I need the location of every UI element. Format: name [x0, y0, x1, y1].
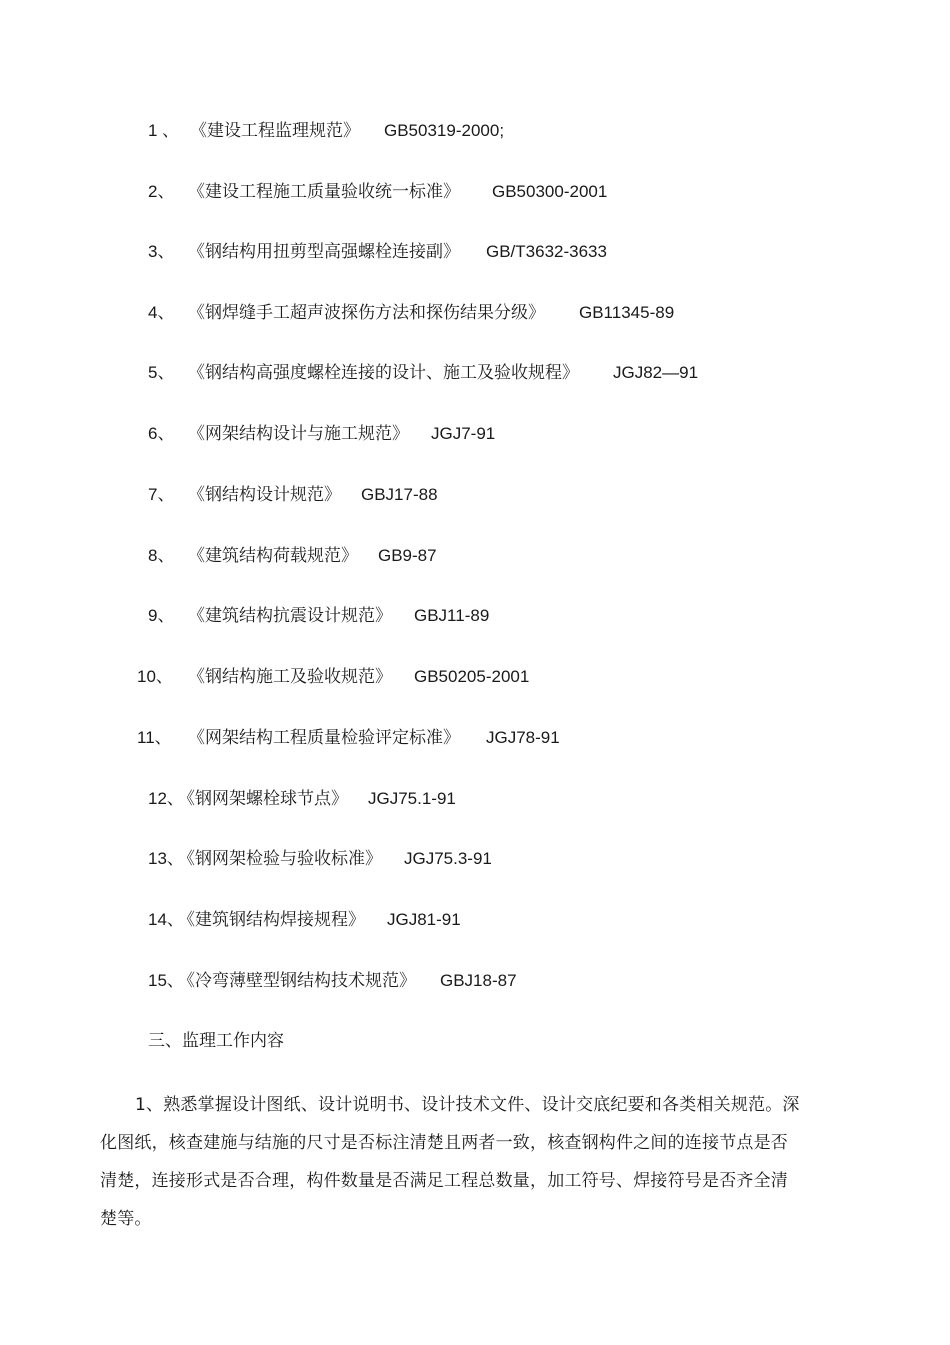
reference-item-4: [148, 298, 674, 328]
reference-code: GB50319-2000;: [384, 121, 505, 140]
reference-item-12: [148, 784, 456, 814]
reference-item-6: [148, 419, 495, 449]
reference-number: 8、: [148, 546, 175, 565]
reference-number: 4、: [148, 303, 175, 322]
reference-number: 12、: [148, 789, 184, 808]
reference-number: 5、: [148, 363, 175, 382]
reference-code: JGJ82—91: [613, 363, 699, 382]
reference-code: JGJ78-91: [486, 728, 560, 747]
reference-code: GB9-87: [378, 546, 437, 565]
reference-number: 3、: [148, 242, 175, 261]
reference-title: 《网架结构设计与施工规范》: [188, 424, 409, 444]
reference-number: 14、: [148, 910, 184, 929]
reference-title: 《钢结构用扭剪型高强螺栓连接副》: [188, 242, 460, 262]
reference-number: 1 、: [148, 121, 180, 140]
reference-code: GB/T3632-3633: [486, 242, 607, 261]
reference-code: GBJ17-88: [361, 485, 438, 504]
section-heading: 三、监理工作内容: [148, 1031, 284, 1051]
reference-item-7: [148, 480, 438, 510]
reference-title: 《建设工程施工质量验收统一标准》: [188, 182, 460, 202]
body-paragraph: 1、熟悉掌握设计图纸、设计说明书、设计技术文件、设计交底纪要和各类相关规范。深化图纸，核查建施与结施的尺寸是否标注清楚且两者一致，核查钢构件之间的连接节点是否清楚，连接形式是否合理，构件数量是否满足工程总数量，加工符号、焊接符号是否齐全清楚等。: [100, 1095, 800, 1229]
reference-title: 《建筑结构抗震设计规范》: [188, 606, 392, 626]
reference-item-13: [148, 844, 492, 874]
reference-number: 7、: [148, 485, 175, 504]
reference-item-15: [148, 966, 517, 996]
reference-number: 13、: [148, 849, 184, 868]
reference-number: 6、: [148, 424, 175, 443]
reference-title: 《建设工程监理规范》: [190, 121, 360, 141]
reference-title: 《钢焊缝手工超声波探伤方法和探伤结果分级》: [188, 303, 545, 323]
reference-item-1: [148, 116, 504, 146]
reference-code: GB50300-2001: [492, 182, 608, 201]
reference-title: 《钢结构高强度螺栓连接的设计、施工及验收规程》: [188, 363, 579, 383]
reference-item-8: [148, 541, 437, 571]
reference-title: 《建筑钢结构焊接规程》: [178, 910, 365, 930]
reference-code: JGJ75.1-91: [368, 789, 456, 808]
reference-item-5: [148, 358, 698, 388]
reference-number: 15、: [148, 971, 184, 990]
reference-number: 2、: [148, 182, 175, 201]
reference-item-2: [148, 177, 607, 207]
reference-title: 《钢结构设计规范》: [188, 485, 341, 505]
reference-title: 《钢网架螺栓球节点》: [178, 789, 348, 809]
reference-code: GB50205-2001: [414, 667, 530, 686]
reference-item-9: [148, 601, 489, 631]
reference-item-10: [137, 662, 529, 692]
reference-code: GB11345-89: [579, 303, 675, 322]
reference-title: 《建筑结构荷载规范》: [188, 546, 358, 566]
reference-code: JGJ81-91: [387, 910, 461, 929]
reference-title: 《钢网架检验与验收标准》: [178, 849, 382, 869]
reference-code: GBJ18-87: [440, 971, 517, 990]
reference-item-3: [148, 237, 607, 267]
reference-code: GBJ11-89: [414, 606, 490, 625]
reference-code: JGJ7-91: [431, 424, 496, 443]
reference-item-14: [148, 905, 461, 935]
reference-number: 11、: [137, 728, 172, 747]
reference-number: 9、: [148, 606, 175, 625]
reference-title: 《钢结构施工及验收规范》: [188, 667, 392, 687]
reference-title: 《冷弯薄壁型钢结构技术规范》: [178, 971, 416, 991]
reference-title: 《网架结构工程质量检验评定标准》: [188, 728, 460, 748]
reference-number: 10、: [137, 667, 173, 686]
reference-item-11: [137, 723, 560, 753]
reference-code: JGJ75.3-91: [404, 849, 492, 868]
